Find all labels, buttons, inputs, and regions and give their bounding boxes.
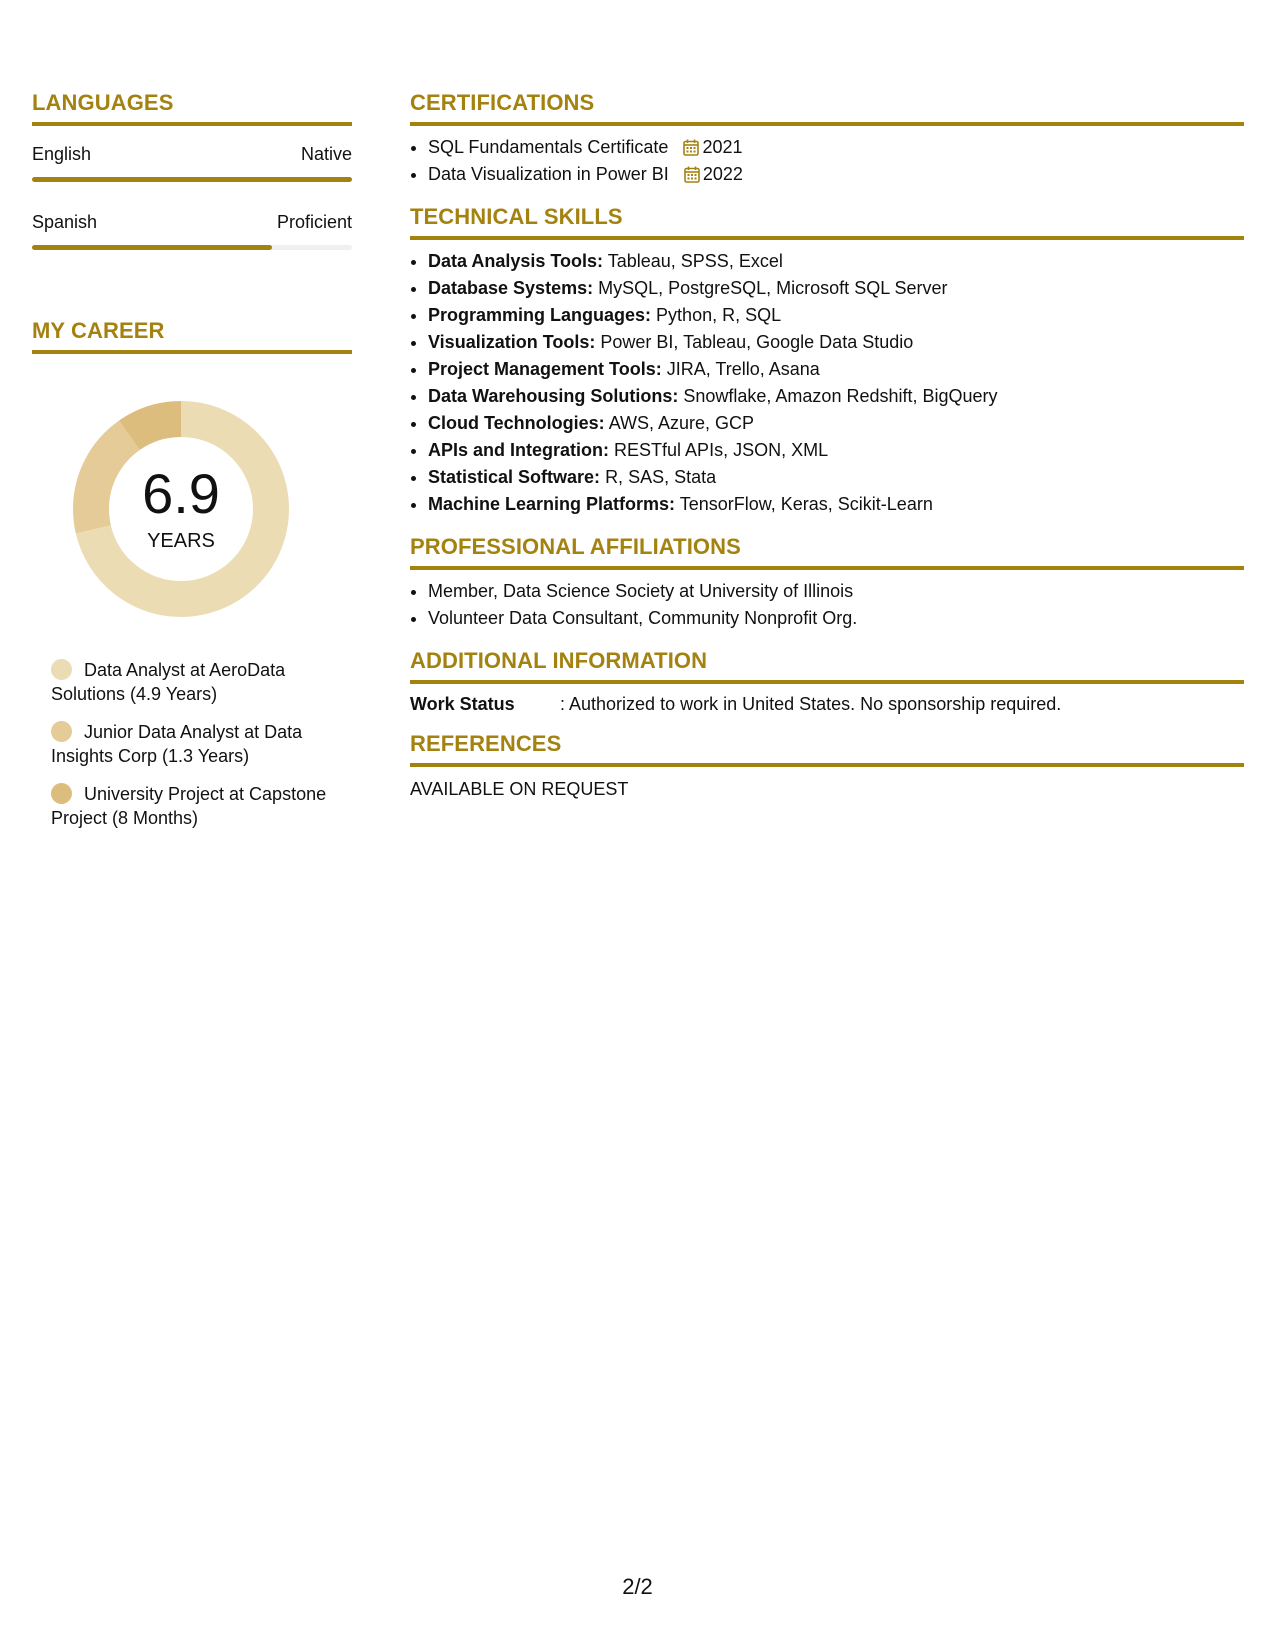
skill-label: Data Warehousing Solutions: (428, 386, 679, 406)
skill-label: Programming Languages: (428, 305, 652, 325)
legend-label: Junior Data Analyst at Data Insights Corp (1.3 Years) (51, 722, 303, 766)
skill-item (428, 356, 1244, 383)
skill-item (428, 302, 1244, 329)
language-level-fill (32, 245, 272, 250)
certifications-list (410, 134, 1244, 188)
language-name: English (32, 144, 92, 164)
language-english (32, 144, 352, 182)
skill-label: Visualization Tools: (428, 332, 596, 352)
language-level-fill (32, 177, 352, 182)
skill-label: Database Systems: (428, 278, 594, 298)
skill-label: Cloud Technologies: (428, 413, 605, 433)
certifications-heading: CERTIFICATIONS (410, 90, 1244, 126)
certification-year: 2022 (702, 164, 743, 184)
certification-item (428, 161, 1244, 188)
left-column (32, 90, 352, 844)
additional-info-section (410, 648, 1244, 715)
language-level: Native (300, 144, 352, 164)
affiliations-heading: PROFESSIONAL AFFILIATIONS (410, 534, 1244, 570)
skill-item (428, 329, 1244, 356)
language-spanish (32, 212, 352, 250)
affiliations-list (410, 578, 1244, 632)
additional-info-heading: ADDITIONAL INFORMATION (410, 648, 1244, 684)
skill-value: Power BI, Tableau, Google Data Studio (600, 332, 914, 352)
skills-list (410, 248, 1244, 518)
skill-item (428, 383, 1244, 410)
skill-item (428, 248, 1244, 275)
legend-dot (51, 659, 72, 680)
language-level-bar (32, 245, 352, 250)
skill-label: APIs and Integration: (428, 440, 610, 460)
languages-section (32, 90, 352, 250)
skill-label: Statistical Software: (428, 467, 601, 487)
references-text: AVAILABLE ON REQUEST (410, 779, 629, 799)
skill-value: Python, R, SQL (656, 305, 782, 325)
legend-dot (51, 721, 72, 742)
affiliation-item: • Member, Data Science Society at University of Illinois (428, 578, 1244, 605)
career-section (32, 318, 352, 830)
references-section (410, 731, 1244, 800)
skill-label: Machine Learning Platforms: (428, 494, 676, 514)
technical-skills-heading: TECHNICAL SKILLS (410, 204, 1244, 240)
skill-item (428, 464, 1244, 491)
skill-label: Project Management Tools: (428, 359, 662, 379)
calendar-icon (684, 166, 700, 183)
skill-value: Tableau, SPSS, Excel (607, 251, 783, 271)
skill-item (428, 275, 1244, 302)
certification-name: SQL Fundamentals Certificate (428, 137, 669, 157)
legend-item (51, 658, 352, 706)
technical-skills-section (410, 204, 1244, 518)
skill-value: AWS, Azure, GCP (608, 413, 755, 433)
language-level-bar (32, 177, 352, 182)
skill-item (428, 437, 1244, 464)
career-heading: MY CAREER (32, 318, 352, 354)
skill-value: JIRA, Trello, Asana (666, 359, 820, 379)
skill-item (428, 491, 1244, 518)
skill-value: TensorFlow, Keras, Scikit-Learn (679, 494, 933, 514)
languages-heading: LANGUAGES (32, 90, 352, 126)
work-status-value: : Authorized to work in United States. No sponsorship required. (560, 694, 1062, 714)
calendar-icon (683, 139, 699, 156)
work-status-row (410, 694, 1244, 715)
career-donut-chart (66, 394, 296, 624)
certification-name: Data Visualization in Power BI (428, 164, 669, 184)
skill-value: MySQL, PostgreSQL, Microsoft SQL Server (598, 278, 948, 298)
right-column (410, 90, 1244, 816)
skill-item (428, 410, 1244, 437)
affiliations-section (410, 534, 1244, 632)
certification-year: 2021 (702, 137, 743, 157)
page-number: 2/2 (622, 1574, 653, 1599)
legend-label: University Project at Capstone Project (8 Months) (51, 784, 327, 828)
legend-item (51, 782, 352, 830)
career-total-value: 6.9 (142, 462, 220, 525)
career-total-unit: YEARS (147, 530, 215, 552)
language-level: Proficient (276, 212, 352, 232)
skill-value: RESTful APIs, JSON, XML (614, 440, 829, 460)
legend-item (51, 720, 352, 768)
skill-value: R, SAS, Stata (605, 467, 717, 487)
work-status-label: Work Status (410, 694, 515, 714)
references-heading: REFERENCES (410, 731, 1244, 767)
legend-dot (51, 783, 72, 804)
certifications-section (410, 90, 1244, 188)
certification-item (428, 134, 1244, 161)
affiliation-item: • Volunteer Data Consultant, Community Nonprofit Org. (428, 605, 1244, 632)
legend-label: Data Analyst at AeroData Solutions (4.9 Years) (51, 660, 286, 704)
skill-value: Snowflake, Amazon Redshift, BigQuery (683, 386, 998, 406)
language-name: Spanish (32, 212, 98, 232)
career-legend (51, 658, 352, 830)
skill-label: Data Analysis Tools: (428, 251, 604, 271)
